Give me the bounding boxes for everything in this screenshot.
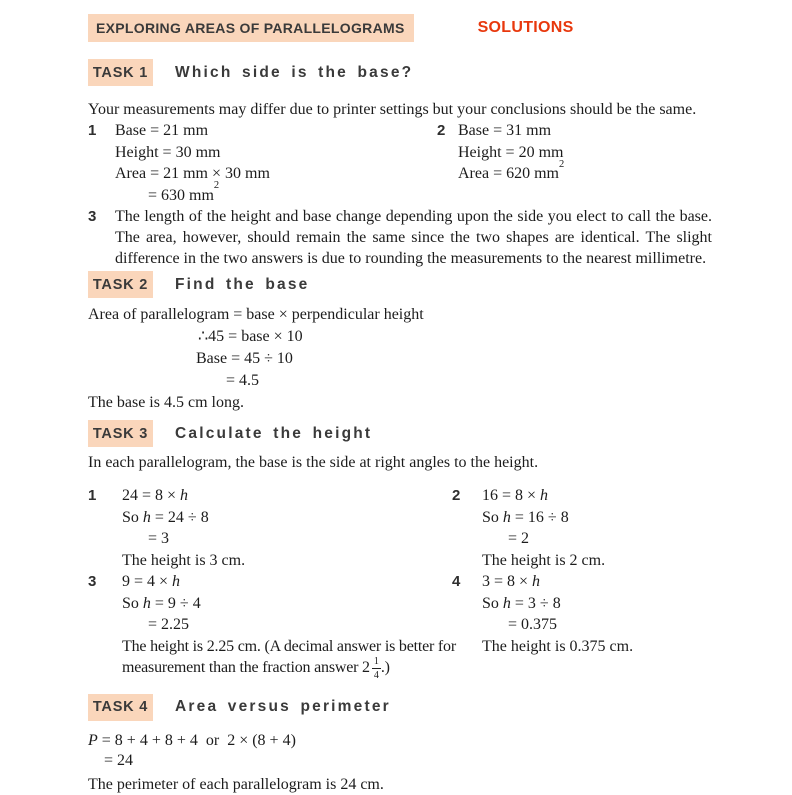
equation-line: [122, 593, 456, 615]
item-working: [122, 485, 452, 571]
item-paragraph: The length of the height and base change depending upon the side you elect to call the base. The area, however, should remain the same since the two shapes are identical. The slight difference in the two answers is due to rounding the measurements to the nearest millimetre.: [115, 208, 712, 267]
task3-item-2: [452, 485, 712, 571]
equation-text: So: [122, 594, 143, 612]
item-answer: The height is 3 cm.: [122, 551, 246, 569]
item-working: [482, 485, 712, 571]
task4-badge: TASK 4: [88, 694, 153, 721]
equation-line: [482, 507, 712, 529]
task3-header-row: [88, 420, 712, 447]
page-header: [88, 14, 712, 42]
item-number: 4: [452, 573, 461, 590]
variable-p: P: [88, 731, 98, 749]
variable-h: h: [172, 573, 181, 590]
task1-intro: Your measurements may differ due to printer settings but your conclusions should be the same.: [88, 101, 697, 118]
working-line: Area = 21 mm × 30 mm: [115, 165, 270, 182]
task3-items-grid-bottom: [88, 571, 712, 681]
equation-text: So: [122, 508, 143, 526]
item-working: [458, 120, 712, 185]
equation-result: = 3: [148, 530, 170, 547]
equation-result: = 0.375: [508, 616, 558, 633]
result-text: = 630 mm: [148, 186, 214, 204]
task4-working: [88, 731, 712, 771]
superscript: 2: [559, 158, 565, 170]
item-working: [115, 120, 437, 206]
item-working: [482, 571, 712, 657]
equation-result: = 24: [104, 751, 134, 769]
equation-text: So: [482, 594, 503, 612]
fraction-one-quarter: [372, 657, 381, 681]
equation-line: = 4.5: [226, 372, 260, 389]
task3-badge: TASK 3: [88, 420, 153, 447]
variable-h: h: [532, 573, 541, 590]
equation-text: 9 = 4 ×: [122, 573, 173, 590]
task3-heading: Calculate the height: [175, 424, 373, 442]
variable-h: h: [502, 594, 511, 612]
answer-text: .): [380, 659, 390, 676]
page-title: EXPLORING AREAS OF PARALLELOGRAMS: [88, 14, 414, 42]
task4-heading: Area versus perimeter: [175, 698, 391, 715]
equation-line: Area of parallelogram = base × perpendicular height: [88, 306, 424, 323]
task1-heading: Which side is the base?: [175, 63, 414, 81]
task1-item-1: [88, 120, 437, 206]
task3-item-4: [452, 571, 712, 681]
item-number: 3: [88, 573, 97, 590]
task4-header-row: [88, 694, 712, 721]
item-answer: [122, 636, 456, 681]
variable-h: h: [180, 487, 189, 504]
task2-badge: TASK 2: [88, 271, 153, 298]
equation-line: [482, 571, 712, 593]
solutions-label: SOLUTIONS: [477, 19, 574, 36]
task4-answer: The perimeter of each parallelogram is 24 cm.: [88, 775, 384, 793]
task3-item-3: [88, 571, 456, 681]
equation-line: [88, 731, 712, 751]
working-line: [458, 158, 712, 185]
equation-line: Base = 45 ÷ 10: [196, 350, 293, 367]
working-line: Height = 30 mm: [115, 143, 221, 161]
task2-header-row: [88, 271, 712, 298]
equation-line: [122, 507, 452, 529]
superscript: 2: [213, 180, 220, 192]
task1-item-3: [88, 206, 712, 269]
task2-working: [88, 304, 712, 392]
equation-text: = 16 ÷ 8: [510, 508, 569, 526]
equation-text: 16 = 8 ×: [482, 487, 541, 504]
variable-h: h: [502, 508, 511, 526]
variable-h: h: [142, 594, 151, 612]
equation-text: 24 = 8 ×: [122, 487, 181, 504]
task1-items-grid: [88, 120, 712, 206]
working-line: Base = 31 mm: [458, 122, 552, 139]
item-number: 1: [88, 122, 97, 139]
variable-h: h: [540, 487, 549, 504]
item-number: 2: [437, 122, 446, 139]
equation-text: = 9 ÷ 4: [150, 594, 201, 612]
task1-item-2: [437, 120, 712, 206]
equation-line: [122, 571, 456, 593]
equation-line: ∴45 = base × 10: [198, 328, 303, 345]
item-number: 1: [88, 487, 97, 504]
fraction-denominator: 4: [373, 669, 379, 681]
task3-item-1: [88, 485, 452, 571]
item-number: 2: [452, 487, 461, 504]
fraction-numerator: 1: [373, 656, 379, 667]
task3-intro: In each parallelogram, the base is the side at right angles to the height.: [88, 454, 539, 471]
equation-result: = 2.25: [148, 616, 190, 633]
equation-line: [122, 485, 452, 507]
equation-text: So: [482, 508, 503, 526]
equation-result: = 2: [508, 530, 530, 547]
equation-line: [482, 593, 712, 615]
task2-heading: Find the base: [175, 275, 310, 293]
task2-answer: The base is 4.5 cm long.: [88, 394, 244, 411]
item-number: 3: [88, 208, 97, 225]
item-answer: The height is 2 cm.: [482, 551, 606, 569]
result-text: Area = 620 mm: [458, 165, 559, 182]
working-line: Base = 21 mm: [115, 122, 209, 139]
item-answer: The height is 0.375 cm.: [482, 637, 634, 655]
working-line: [148, 180, 437, 207]
variable-h: h: [142, 508, 151, 526]
item-working: [122, 571, 456, 681]
working-line: Height = 20 mm: [458, 143, 564, 161]
equation-text: = 3 ÷ 8: [510, 594, 561, 612]
equation-text: 3 = 8 ×: [482, 573, 533, 590]
task1-badge: TASK 1: [88, 59, 153, 86]
equation-text: = 8 + 4 + 8 + 4 or 2 × (8 + 4): [97, 731, 296, 749]
equation-text: = 24 ÷ 8: [150, 508, 209, 526]
equation-line: [482, 485, 712, 507]
answer-text: The height is 2.25 cm. (A decimal answer is better for measurement than the fraction answer 2: [122, 637, 456, 676]
task1-header-row: [88, 59, 712, 86]
task3-items-grid-top: [88, 485, 712, 571]
